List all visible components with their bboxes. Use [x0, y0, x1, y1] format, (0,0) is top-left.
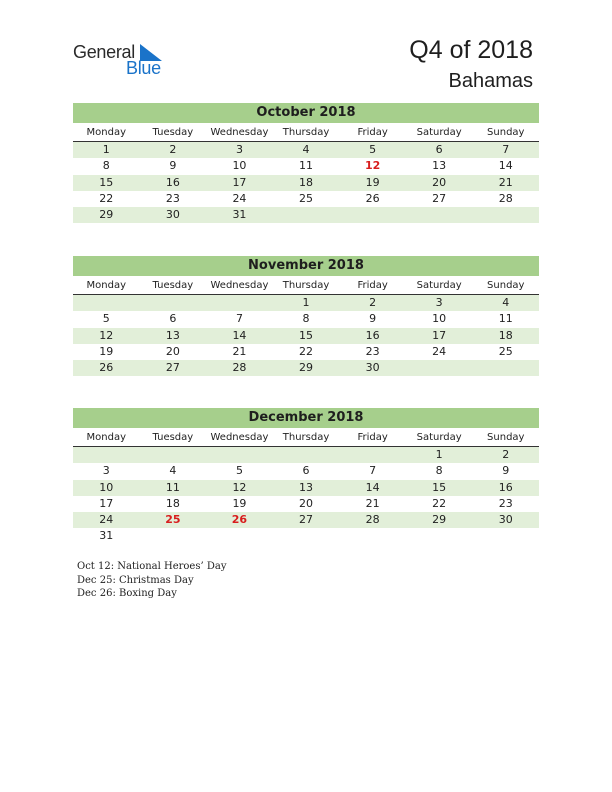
day-cell: 4: [302, 143, 310, 156]
day-cell: 19: [232, 496, 247, 510]
day-cell: 13: [432, 159, 447, 173]
week-row: [73, 344, 539, 360]
weekday-label: Saturday: [416, 127, 462, 138]
day-cell: 28: [232, 361, 247, 375]
week-row: [73, 480, 539, 496]
weekday-label: Friday: [357, 127, 388, 138]
week-row: [73, 447, 539, 463]
day-cell: 6: [435, 143, 443, 156]
day-cell: 16: [498, 480, 513, 494]
day-cell: 19: [99, 344, 114, 358]
weekday-label: Monday: [86, 127, 127, 138]
day-cell: 15: [432, 480, 447, 494]
day-cell: 8: [435, 464, 443, 478]
day-cell: 1: [435, 448, 443, 461]
week-row: [73, 191, 539, 207]
weekday-label: Wednesday: [210, 280, 269, 291]
day-cell: 1: [102, 143, 110, 156]
empty-day-cell: [339, 207, 406, 223]
empty-day-cell: [406, 360, 473, 376]
day-cell: 20: [299, 496, 314, 510]
weekday-label: Saturday: [416, 432, 462, 443]
weekday-header: [73, 123, 539, 142]
weekday-label: Thursday: [282, 280, 330, 291]
day-cell: 5: [235, 464, 243, 478]
week-row: [73, 295, 539, 311]
holiday-notes: [77, 560, 226, 601]
day-cell: 27: [432, 191, 447, 205]
day-cell: 27: [299, 513, 314, 527]
weekday-header: [73, 276, 539, 295]
day-cell: 26: [99, 361, 114, 375]
day-cell: 4: [169, 464, 177, 478]
weekday-label: Tuesday: [152, 432, 194, 443]
empty-day-cell: [140, 528, 207, 544]
day-cell: 10: [432, 312, 447, 326]
day-cell: 29: [299, 361, 314, 375]
week-row: [73, 311, 539, 327]
day-cell: 2: [369, 296, 377, 309]
day-cell: 17: [232, 175, 247, 189]
empty-day-cell: [273, 528, 340, 544]
empty-day-cell: [273, 207, 340, 223]
month-november: [73, 256, 539, 376]
day-cell: 16: [365, 328, 380, 342]
empty-day-cell: [73, 295, 140, 311]
day-cell: 9: [369, 312, 377, 326]
empty-day-cell: [206, 528, 273, 544]
month-october: [73, 103, 539, 223]
day-cell: 11: [165, 480, 180, 494]
empty-day-cell: [206, 295, 273, 311]
day-cell: 29: [432, 513, 447, 527]
empty-day-cell: [406, 528, 473, 544]
day-cell: 15: [299, 328, 314, 342]
day-cell: 28: [498, 191, 513, 205]
week-row: [73, 142, 539, 158]
empty-day-cell: [273, 447, 340, 463]
empty-day-cell: [73, 447, 140, 463]
empty-day-cell: [472, 207, 539, 223]
day-cell: 30: [365, 361, 380, 375]
day-cell: 15: [99, 175, 114, 189]
empty-day-cell: [472, 528, 539, 544]
day-cell: 18: [498, 328, 513, 342]
weekday-label: Wednesday: [210, 127, 269, 138]
day-cell: 2: [502, 448, 510, 461]
holiday-note: Dec 26: Boxing Day: [77, 588, 177, 600]
page-title: Q4 of 2018: [409, 36, 533, 64]
weekday-label: Sunday: [487, 432, 525, 443]
logo-text-general: General: [73, 42, 135, 62]
weekday-label: Tuesday: [152, 127, 194, 138]
day-cell: 27: [165, 361, 180, 375]
week-row: [73, 207, 539, 223]
day-cell: 5: [102, 312, 110, 326]
week-row: [73, 463, 539, 479]
day-cell: 1: [302, 296, 310, 309]
day-cell: 30: [498, 513, 513, 527]
day-cell: 29: [99, 208, 114, 222]
empty-day-cell: [339, 447, 406, 463]
day-cell: 11: [299, 159, 314, 173]
country-name: Bahamas: [448, 70, 533, 92]
weekday-label: Friday: [357, 432, 388, 443]
weekday-label: Thursday: [282, 432, 330, 443]
empty-day-cell: [406, 207, 473, 223]
empty-day-cell: [472, 360, 539, 376]
day-cell: 22: [432, 496, 447, 510]
day-cell: 17: [99, 496, 114, 510]
week-row: [73, 175, 539, 191]
day-cell: 5: [369, 143, 377, 156]
month-title: December 2018: [73, 408, 539, 428]
holiday-note: Dec 25: Christmas Day: [77, 574, 194, 586]
weekday-header: [73, 428, 539, 447]
month-title: November 2018: [73, 256, 539, 276]
weekday-label: Sunday: [487, 127, 525, 138]
empty-day-cell: [339, 528, 406, 544]
logo: [73, 42, 173, 78]
day-cell: 18: [165, 496, 180, 510]
weekday-label: Saturday: [416, 280, 462, 291]
day-cell: 22: [299, 344, 314, 358]
week-row: [73, 158, 539, 174]
day-cell: 6: [302, 464, 310, 478]
day-cell: 12: [364, 159, 381, 173]
week-row: [73, 328, 539, 344]
week-row: [73, 360, 539, 376]
day-cell: 24: [99, 513, 114, 527]
day-cell: 14: [498, 159, 513, 173]
weekday-label: Monday: [86, 280, 127, 291]
day-cell: 21: [365, 496, 380, 510]
day-cell: 26: [365, 191, 380, 205]
day-cell: 28: [365, 513, 380, 527]
day-cell: 31: [232, 208, 247, 222]
weekday-label: Friday: [357, 280, 388, 291]
week-row: [73, 528, 539, 544]
day-cell: 6: [169, 312, 177, 326]
empty-day-cell: [140, 447, 207, 463]
month-title: October 2018: [73, 103, 539, 123]
empty-day-cell: [206, 447, 273, 463]
day-cell: 3: [235, 143, 243, 156]
day-cell: 2: [169, 143, 177, 156]
day-cell: 19: [365, 175, 380, 189]
day-cell: 12: [232, 480, 247, 494]
day-cell: 13: [299, 480, 314, 494]
empty-day-cell: [140, 295, 207, 311]
day-cell: 25: [498, 344, 513, 358]
day-cell: 14: [232, 328, 247, 342]
day-cell: 18: [299, 175, 314, 189]
day-cell: 21: [498, 175, 513, 189]
day-cell: 7: [502, 143, 510, 156]
day-cell: 25: [165, 513, 181, 527]
holiday-note: Oct 12: National Heroes’ Day: [77, 561, 227, 572]
day-cell: 9: [502, 464, 510, 478]
day-cell: 31: [99, 529, 114, 543]
week-row: [73, 512, 539, 528]
day-cell: 22: [99, 191, 114, 205]
weekday-label: Tuesday: [152, 280, 194, 291]
day-cell: 17: [432, 328, 447, 342]
day-cell: 20: [432, 175, 447, 189]
logo-text-blue: Blue: [126, 58, 161, 78]
day-cell: 21: [232, 344, 247, 358]
day-cell: 23: [365, 344, 380, 358]
day-cell: 25: [299, 191, 314, 205]
day-cell: 9: [169, 159, 177, 173]
day-cell: 3: [102, 464, 110, 478]
day-cell: 16: [165, 175, 180, 189]
weekday-label: Thursday: [282, 127, 330, 138]
day-cell: 7: [235, 312, 243, 326]
day-cell: 11: [498, 312, 513, 326]
day-cell: 3: [435, 296, 443, 309]
day-cell: 23: [498, 496, 513, 510]
day-cell: 23: [165, 191, 180, 205]
day-cell: 8: [302, 312, 310, 326]
day-cell: 20: [165, 344, 180, 358]
day-cell: 24: [232, 191, 247, 205]
day-cell: 4: [502, 296, 510, 309]
weekday-label: Monday: [86, 432, 127, 443]
day-cell: 14: [365, 480, 380, 494]
day-cell: 26: [231, 513, 248, 527]
week-row: [73, 496, 539, 512]
weekday-label: Sunday: [487, 280, 525, 291]
month-december: [73, 408, 539, 545]
weekday-label: Wednesday: [210, 432, 269, 443]
day-cell: 8: [102, 159, 110, 173]
day-cell: 12: [99, 328, 114, 342]
day-cell: 10: [99, 480, 114, 494]
day-cell: 30: [165, 208, 180, 222]
day-cell: 13: [165, 328, 180, 342]
day-cell: 7: [369, 464, 377, 478]
day-cell: 10: [232, 159, 247, 173]
day-cell: 24: [432, 344, 447, 358]
